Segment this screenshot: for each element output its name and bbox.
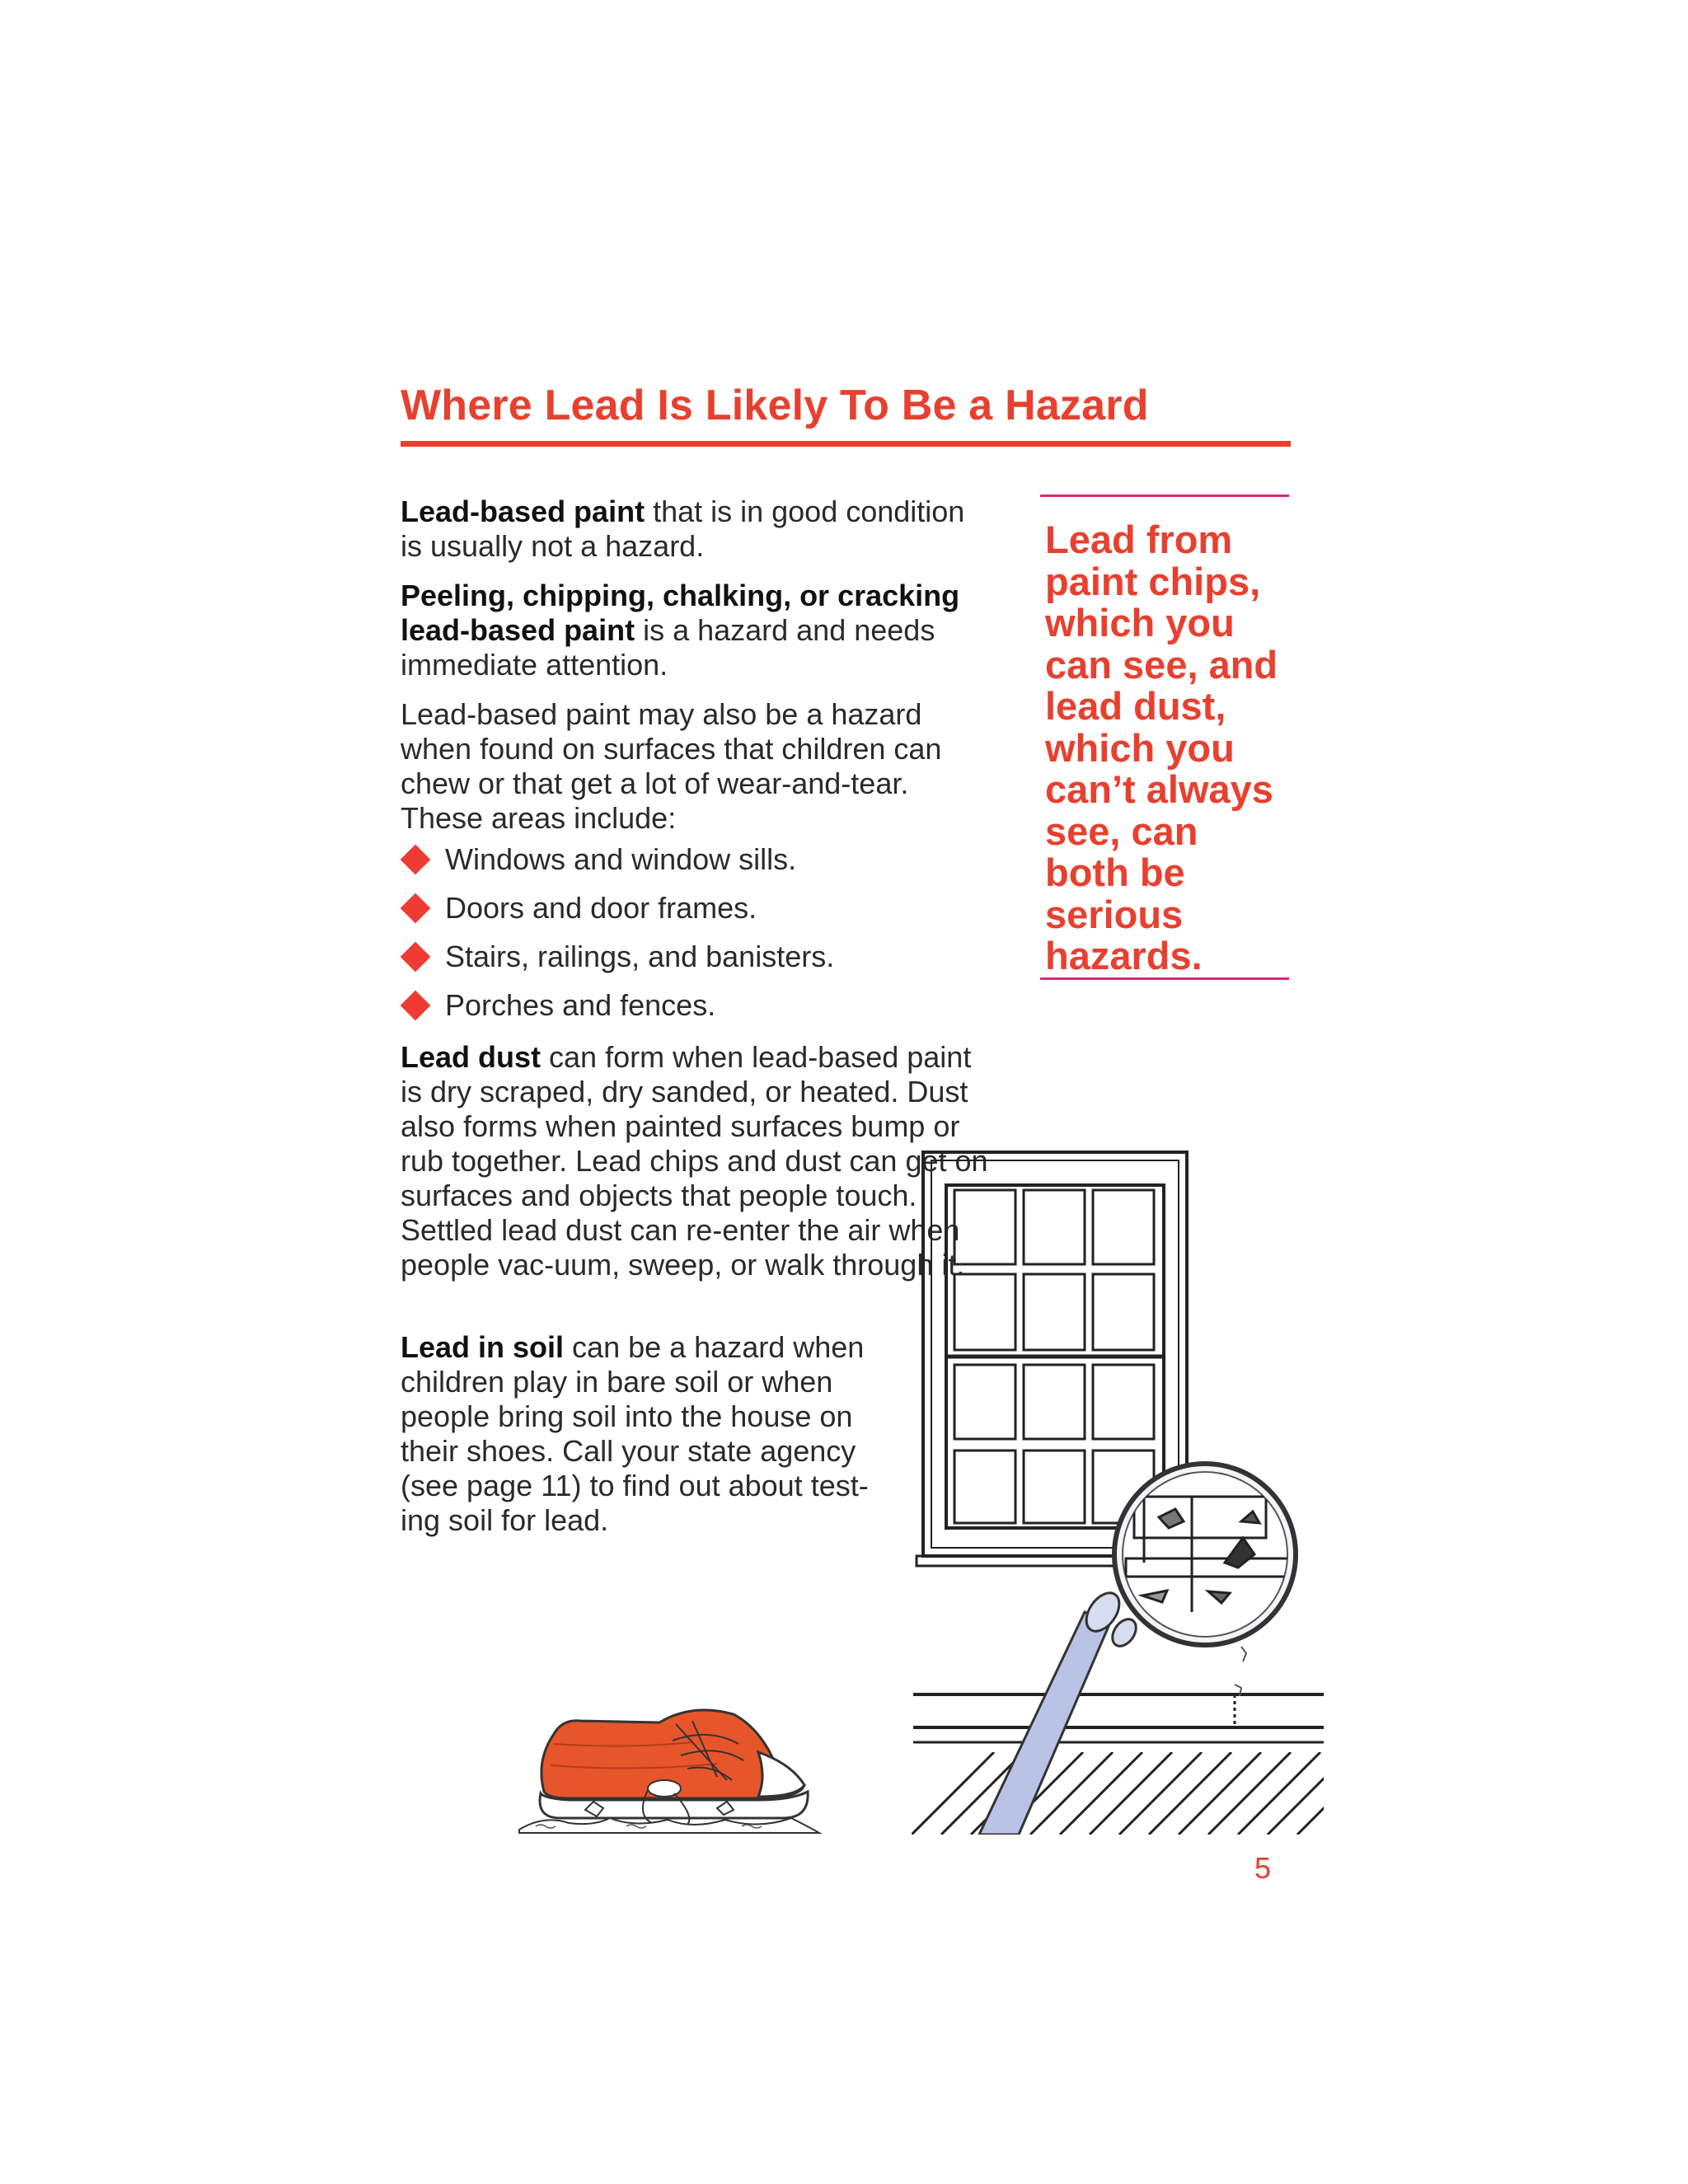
magnifying-glass-icon bbox=[979, 1464, 1296, 1835]
pull-quote-bottom-rule bbox=[1040, 977, 1289, 980]
paragraph-good-condition bbox=[401, 494, 994, 564]
diamond-bullet-icon bbox=[401, 942, 431, 972]
paragraph-areas-intro bbox=[401, 697, 978, 836]
paragraph-4-bold: Lead dust bbox=[401, 1040, 542, 1074]
paragraph-5-bold: Lead in soil bbox=[401, 1330, 565, 1364]
list-item: Doors and door frames. bbox=[401, 891, 978, 926]
hazard-areas-list bbox=[401, 842, 978, 1037]
paragraph-lead-soil bbox=[401, 1330, 895, 1538]
paragraph-2-text: is a hazard and needs immediate attention. bbox=[401, 613, 935, 682]
diamond-bullet-icon bbox=[401, 991, 431, 1021]
list-item: Stairs, railings, and banisters. bbox=[401, 940, 978, 974]
list-item: Porches and fences. bbox=[401, 988, 978, 1023]
page-title: Where Lead Is Likely To Be a Hazard bbox=[401, 382, 1149, 429]
pull-quote-top-rule bbox=[1040, 494, 1289, 497]
paragraph-3-text: Lead-based paint may also be a hazard when found on surfaces that children can chew or that get a lot of wear-and-tear. These areas include: bbox=[401, 697, 942, 835]
paragraph-1-text: that is in good condition is usually not a hazard. bbox=[401, 494, 965, 563]
paragraph-1-bold: Lead-based paint bbox=[401, 494, 645, 528]
window-icon bbox=[913, 1152, 1324, 1742]
paragraph-4-text: can form when lead-based paint is dry scraped, dry sanded, or heated. Dust also forms when painted surfaces bump or rub together. Lead chips and dust can get on surfaces and objects that people touch. Settled lead dust can re-enter the air when people vac-uum, sweep, or walk through it. bbox=[401, 1040, 988, 1282]
diamond-bullet-icon bbox=[401, 845, 431, 875]
sneaker-icon bbox=[519, 1710, 819, 1833]
paragraph-5-text: can be a hazard when children play in bare soil or when people bring soil into the house on their shoes. Call your state agency (see page 11) to find out about test-ing soil for lead. bbox=[401, 1330, 869, 1537]
window-magnifier-illustration bbox=[912, 1151, 1324, 1835]
paragraph-2-bold: Peeling, chipping, chalking, or cracking lead-based paint bbox=[401, 579, 960, 647]
pull-quote: Lead from paint chips, which you can see, and lead dust, which you can’t always see, can both be serious hazards. bbox=[1045, 518, 1278, 977]
title-rule bbox=[401, 441, 1291, 447]
page-number: 5 bbox=[1254, 1851, 1272, 1885]
paragraph-peeling bbox=[401, 579, 978, 682]
list-item: Windows and window sills. bbox=[401, 842, 978, 877]
muddy-shoe-illustration bbox=[511, 1694, 824, 1843]
diamond-bullet-icon bbox=[401, 893, 431, 924]
paragraph-lead-dust bbox=[401, 1040, 994, 1282]
